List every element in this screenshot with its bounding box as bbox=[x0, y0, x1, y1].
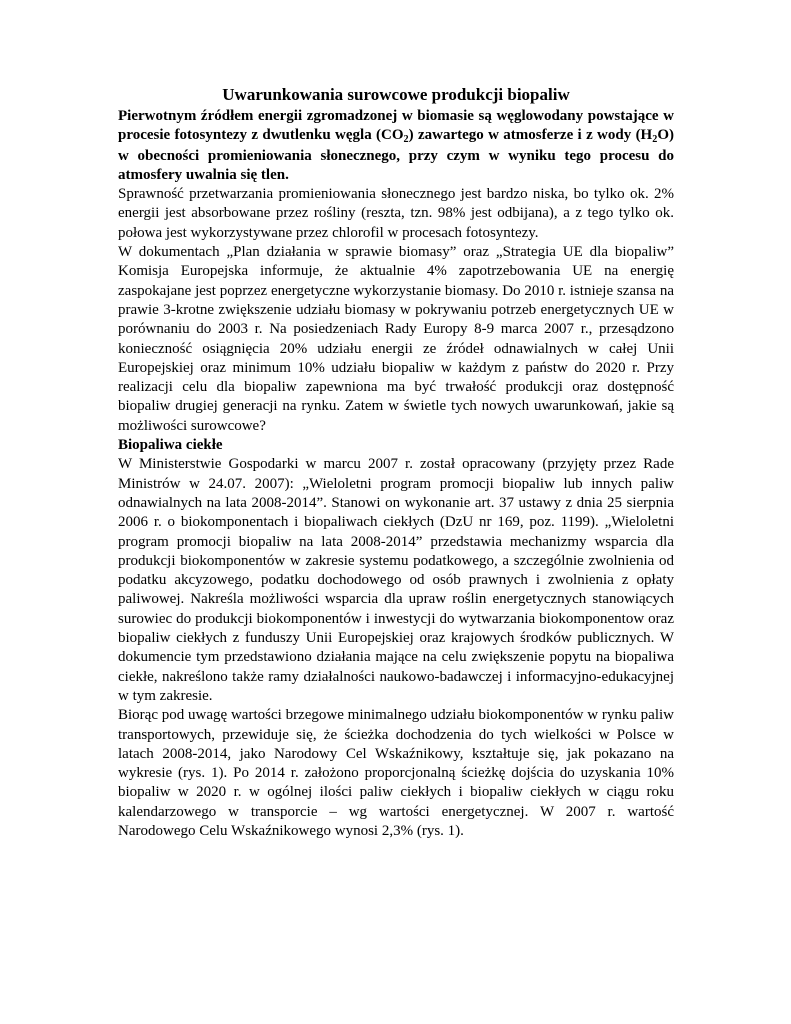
h2o-subscript: 2 bbox=[652, 134, 658, 146]
paragraph-national-indicative-target: Biorąc pod uwagę wartości brzegowe minimalnego udziału biokomponentów w rynku paliw transportowych, przewiduje się, że ścieżka dochodzenia do tych wielkości w Polsce w latach 2008-2014, jako Narodowy Cel Wskaźnikowy, kształtuje się, jak pokazano na wykresie (rys. 1). Po 2014 r. założono proporcjonalną ścieżkę dojścia do uzyskania 10% biopaliw w 2020 r. w ogólnej ilości paliw ciekłych i biopaliw ciekłych w ciągu roku kalendarzowego w transporcie – wg wartości energetycznej. W 2007 r. wartość Narodowego Celu Wskaźnikowego wynosi 2,3% (rys. 1). bbox=[118, 707, 674, 839]
document-body bbox=[118, 84, 674, 841]
paragraph-ministry-program: W Ministerstwie Gospodarki w marcu 2007 r. został opracowany (przyjęty przez Rade Ministrów w 24.07. 2007): „Wieloletni program promocji biopaliw lub innych paliw odnawialnych na lata 2008-2014”. Stanowi on wykonanie art. 37 ustawy z dnia 25 sierpnia 2006 r. o biokomponentach i biopaliwach ciekłych (DzU nr 169, poz. 1199). „Wieloletni program promocji biopaliw na lata 2008-2014” przedstawia mechanizmy wsparcia dla produkcji biokomponentów w zakresie systemu podatkowego, a szczególnie zwolnienia od podatku akcyzowego, podatku dochodowego od osób prawnych i zwolnienia z opłaty paliwowej. Nakreśla możliwości wsparcia dla upraw roślin energetycznych stanowiących surowiec do produkcji biokomponentów i inwestycji do wytwarzania biokomponentow oraz biopaliw ciekłych z funduszy Unii Europejskiej oraz krajowych środków publicznych. W dokumencie tym przedstawiono działania mające na celu zwiększenie popytu na biopaliwa ciekłe, nakreślono także ramy działalności naukowo-badawczej i informacyjno-edukacyjnej w tym zakresie. bbox=[118, 456, 674, 704]
lead-text-part-2: ) zawartego w atmosferze i z wody (H bbox=[408, 127, 653, 144]
co2-subscript: 2 bbox=[403, 134, 409, 146]
section-heading-liquid-biofuels: Biopaliwa ciekłe bbox=[118, 437, 223, 454]
lead-text-part-1: Pierwotnym źródłem energii zgromadzonej w biomasie są węglowodany powstające w procesie fotosyntezy z dwutlenku węgla (CO bbox=[118, 108, 674, 144]
document-title: Uwarunkowania surowcowe produkcji biopaliw bbox=[222, 85, 570, 104]
lead-paragraph bbox=[118, 107, 674, 185]
paragraph-eu-biomass-strategy: W dokumentach „Plan działania w sprawie biomasy” oraz „Strategia UE dla biopaliw” Komisja Europejska informuje, że aktualnie 4% zapotrzebowania UE na energię zaspokajane jest poprzez energetyczne wykorzystanie biomasy. Do 2010 r. istnieje szansa na prawie 3-krotne zwiększenie udziału biomasy w pokrywaniu potrzeb energetycznych UE w porównaniu do 2003 r. Na posiedzeniach Rady Europy 8-9 marca 2007 r., przesądzono konieczność osiągnięcia 20% udziału energii ze źródeł odnawialnych w całej Unii Europejskiej oraz minimum 10% udziału biopaliw w każdym z państw do 2020 r. Przy realizacji celu dla biopaliw zapewniona ma być trwałość produkcji oraz dostępność biopaliw drugiej generacji na rynku. Zatem w świetle tych nowych uwarunkowań, jakie są możliwości surowcowe? bbox=[118, 244, 674, 434]
lead-text-part-3: O) w obecności promieniowania słonecznego, przy czym w wyniku tego procesu do atmosfery uwalnia się tlen. bbox=[118, 127, 674, 183]
paragraph-photosynthesis-efficiency: Sprawność przetwarzania promieniowania słonecznego jest bardzo niska, bo tylko ok. 2% energii jest absorbowane przez rośliny (reszta, tzn. 98% jest odbijana), a z tego tylko ok. połowa jest wykorzystywane przez chlorofil w procesach fotosyntezy. bbox=[118, 186, 674, 241]
